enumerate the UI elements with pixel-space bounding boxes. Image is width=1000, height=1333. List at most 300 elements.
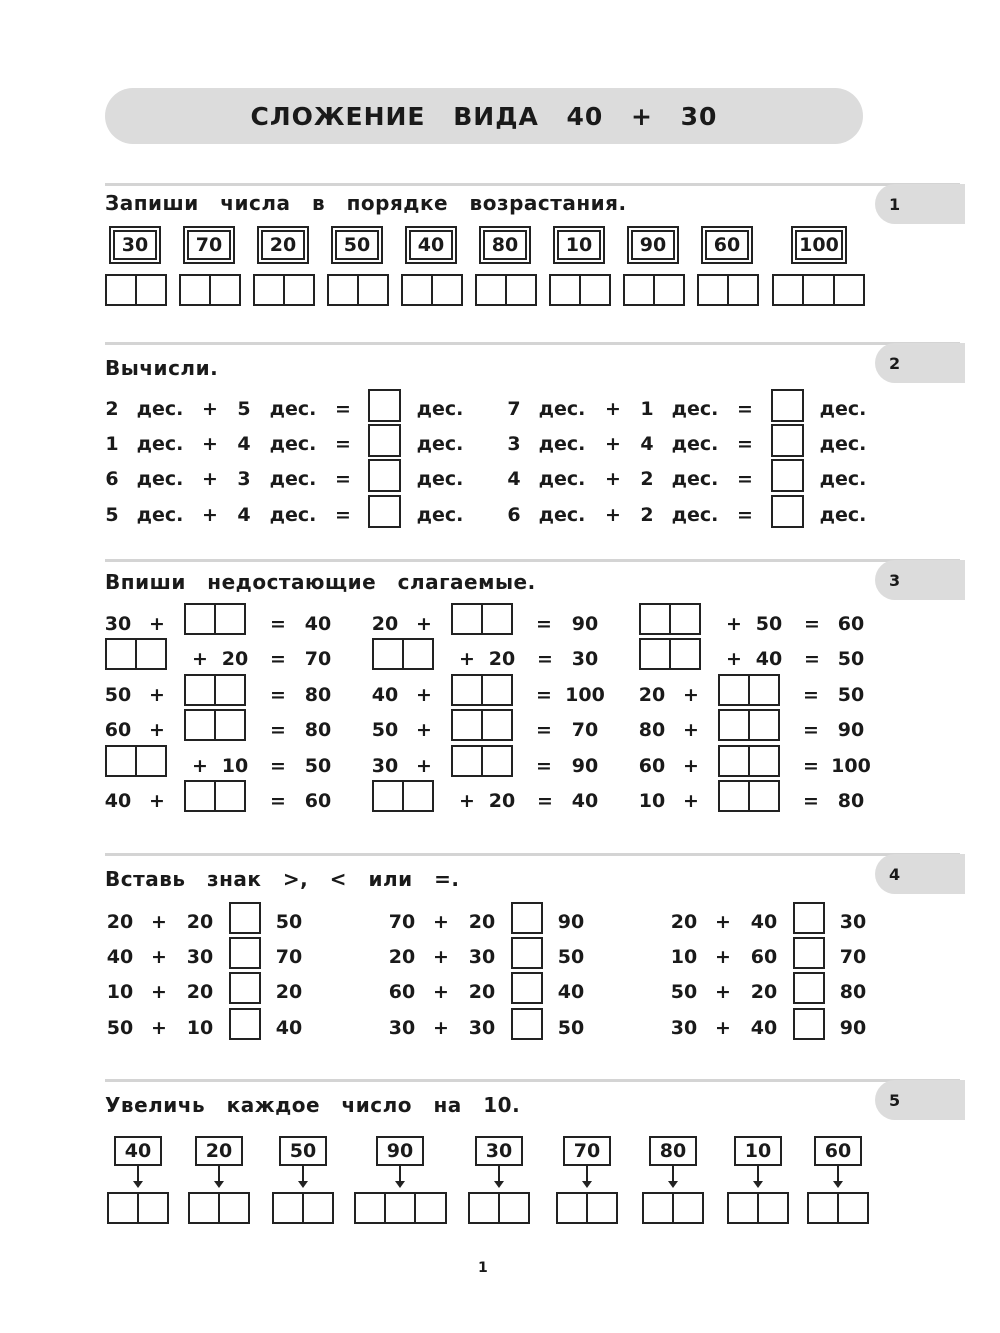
equals-sign: =: [537, 790, 553, 812]
unit-label: дес.: [136, 468, 184, 490]
answer-cell[interactable]: [551, 276, 579, 304]
compare-value: 70: [275, 946, 303, 968]
section-divider: [105, 342, 960, 345]
given-number: 20: [261, 230, 305, 260]
given-number: 70: [563, 1136, 611, 1166]
sum: 80: [837, 790, 865, 812]
equals-sign: =: [335, 433, 351, 455]
answer-box[interactable]: [368, 389, 401, 422]
answer-cell[interactable]: [453, 747, 481, 775]
right-term: 40: [750, 1017, 778, 1039]
plus-sign: +: [605, 468, 621, 490]
compare-value: 50: [557, 1017, 585, 1039]
equals-sign: =: [737, 504, 753, 526]
sum: 50: [304, 755, 332, 777]
right-term: 30: [468, 946, 496, 968]
task-number-badge: 3: [875, 560, 965, 600]
sum: 50: [837, 684, 865, 706]
answer-box[interactable]: [549, 274, 611, 306]
answer-cell[interactable]: [641, 640, 669, 668]
answer-cell[interactable]: [748, 676, 778, 704]
answer-cell[interactable]: [748, 711, 778, 739]
digit-tens: 2: [640, 504, 654, 526]
plus-sign: +: [715, 981, 731, 1003]
answer-cell[interactable]: [402, 782, 432, 810]
down-arrow-icon: [837, 1166, 839, 1182]
answer-cell[interactable]: [403, 276, 431, 304]
equals-sign: =: [737, 433, 753, 455]
compare-value: 20: [275, 981, 303, 1003]
right-term: 10: [186, 1017, 214, 1039]
missing-addend-box[interactable]: [451, 603, 513, 635]
equals-sign: =: [270, 684, 286, 706]
answer-cell[interactable]: [481, 676, 511, 704]
missing-addend-box[interactable]: [639, 603, 701, 635]
addend: 40: [104, 790, 132, 812]
comparison-sign-box[interactable]: [511, 1008, 543, 1040]
given-number: 80: [483, 230, 527, 260]
answer-box[interactable]: [771, 459, 804, 492]
left-term: 50: [670, 981, 698, 1003]
comparison-sign-box[interactable]: [511, 972, 543, 1004]
answer-cell[interactable]: [214, 605, 244, 633]
answer-cell[interactable]: [374, 782, 402, 810]
answer-cell[interactable]: [384, 1194, 414, 1222]
comparison-sign-box[interactable]: [793, 902, 825, 934]
sum: 80: [304, 684, 332, 706]
page-title: СЛОЖЕНИЕ ВИДА 40 + 30: [105, 88, 863, 144]
answer-cell[interactable]: [181, 276, 209, 304]
compare-value: 90: [557, 911, 585, 933]
answer-cell[interactable]: [214, 711, 244, 739]
answer-cell[interactable]: [218, 1194, 248, 1222]
missing-addend-box[interactable]: [451, 709, 513, 741]
comparison-sign-box[interactable]: [793, 1008, 825, 1040]
task1-heading: Запиши числа в порядке возрастания.: [105, 191, 627, 215]
equals-sign: =: [804, 648, 820, 670]
answer-cell[interactable]: [558, 1194, 586, 1222]
answer-cell[interactable]: [209, 276, 239, 304]
equals-sign: =: [270, 790, 286, 812]
plus-sign: +: [683, 790, 699, 812]
right-term: 60: [750, 946, 778, 968]
unit-label: дес.: [538, 468, 586, 490]
unit-label: дес.: [416, 468, 464, 490]
answer-box[interactable]: [107, 1192, 169, 1224]
missing-addend-box[interactable]: [639, 638, 701, 670]
plus-sign: +: [605, 433, 621, 455]
answer-box[interactable]: [105, 274, 167, 306]
page-number: 1: [478, 1260, 488, 1276]
left-term: 10: [106, 981, 134, 1003]
plus-sign: +: [416, 684, 432, 706]
sum: 100: [831, 755, 871, 777]
answer-cell[interactable]: [669, 640, 699, 668]
equals-sign: =: [335, 504, 351, 526]
equals-sign: =: [536, 719, 552, 741]
answer-cell[interactable]: [470, 1194, 498, 1222]
addend: 20: [638, 684, 666, 706]
down-arrow-icon: [137, 1166, 139, 1182]
sum: 100: [565, 684, 605, 706]
task-number-badge: 4: [875, 854, 965, 894]
unit-label: дес.: [819, 433, 867, 455]
plus-sign: +: [149, 613, 165, 635]
answer-cell[interactable]: [672, 1194, 702, 1222]
answer-box[interactable]: [327, 274, 389, 306]
answer-cell[interactable]: [402, 640, 432, 668]
answer-cell[interactable]: [255, 276, 283, 304]
answer-cell[interactable]: [641, 605, 669, 633]
left-term: 30: [388, 1017, 416, 1039]
unit-label: дес.: [269, 433, 317, 455]
answer-cell[interactable]: [186, 711, 214, 739]
digit-tens: 3: [237, 468, 251, 490]
missing-addend-box[interactable]: [184, 709, 246, 741]
sum: 30: [571, 648, 599, 670]
addend: 80: [638, 719, 666, 741]
plus-sign: +: [459, 790, 475, 812]
plus-sign: +: [459, 648, 475, 670]
answer-cell[interactable]: [283, 276, 313, 304]
plus-sign: +: [683, 755, 699, 777]
answer-cell[interactable]: [135, 747, 165, 775]
answer-cell[interactable]: [481, 711, 511, 739]
unit-label: дес.: [671, 468, 719, 490]
addend: 20: [371, 613, 399, 635]
answer-box[interactable]: [368, 495, 401, 528]
given-number: 60: [705, 230, 749, 260]
compare-value: 70: [839, 946, 867, 968]
answer-cell[interactable]: [186, 676, 214, 704]
comparison-sign-box[interactable]: [229, 937, 261, 969]
comparison-sign-box[interactable]: [229, 902, 261, 934]
comparison-sign-box[interactable]: [229, 1008, 261, 1040]
right-term: 30: [186, 946, 214, 968]
digit-tens: 4: [237, 504, 251, 526]
left-term: 10: [670, 946, 698, 968]
equals-sign: =: [270, 755, 286, 777]
answer-cell[interactable]: [214, 782, 244, 810]
unit-label: дес.: [269, 398, 317, 420]
missing-addend-box[interactable]: [105, 638, 167, 670]
equals-sign: =: [804, 613, 820, 635]
missing-addend-box[interactable]: [105, 745, 167, 777]
unit-label: дес.: [269, 468, 317, 490]
given-number: 100: [795, 230, 843, 260]
answer-cell[interactable]: [579, 276, 609, 304]
equals-sign: =: [737, 468, 753, 490]
unit-label: дес.: [819, 504, 867, 526]
answer-box[interactable]: [556, 1192, 618, 1224]
addend: 10: [638, 790, 666, 812]
answer-cell[interactable]: [302, 1194, 332, 1222]
answer-box[interactable]: [642, 1192, 704, 1224]
answer-cell[interactable]: [498, 1194, 528, 1222]
down-arrow-icon: [302, 1166, 304, 1182]
plus-sign: +: [202, 433, 218, 455]
digit-tens: 4: [507, 468, 521, 490]
right-term: 20: [468, 911, 496, 933]
answer-box[interactable]: [368, 424, 401, 457]
answer-cell[interactable]: [477, 276, 505, 304]
answer-cell[interactable]: [431, 276, 461, 304]
equals-sign: =: [270, 613, 286, 635]
answer-box[interactable]: [468, 1192, 530, 1224]
answer-cell[interactable]: [586, 1194, 616, 1222]
plus-sign: +: [202, 504, 218, 526]
answer-box[interactable]: [368, 459, 401, 492]
unit-label: дес.: [416, 433, 464, 455]
down-arrow-icon: [498, 1166, 500, 1182]
equals-sign: =: [803, 790, 819, 812]
plus-sign: +: [726, 648, 742, 670]
answer-box[interactable]: [475, 274, 537, 306]
plus-sign: +: [151, 981, 167, 1003]
answer-cell[interactable]: [329, 276, 357, 304]
answer-cell[interactable]: [625, 276, 653, 304]
plus-sign: +: [605, 504, 621, 526]
plus-sign: +: [726, 613, 742, 635]
down-arrow-icon: [757, 1166, 759, 1182]
answer-cell[interactable]: [644, 1194, 672, 1222]
answer-cell[interactable]: [137, 1194, 167, 1222]
digit-tens: 5: [237, 398, 251, 420]
answer-cell[interactable]: [809, 1194, 837, 1222]
left-term: 60: [388, 981, 416, 1003]
answer-box[interactable]: [807, 1192, 869, 1224]
answer-cell[interactable]: [720, 782, 748, 810]
right-term: 20: [750, 981, 778, 1003]
comparison-sign-box[interactable]: [793, 937, 825, 969]
compare-value: 90: [839, 1017, 867, 1039]
task2-heading: Вычисли.: [105, 356, 219, 380]
unit-label: дес.: [136, 504, 184, 526]
comparison-sign-box[interactable]: [511, 937, 543, 969]
missing-addend-box[interactable]: [372, 638, 434, 670]
answer-cell[interactable]: [107, 747, 135, 775]
missing-addend-box[interactable]: [372, 780, 434, 812]
plus-sign: +: [433, 946, 449, 968]
answer-cell[interactable]: [453, 711, 481, 739]
answer-cell[interactable]: [837, 1194, 867, 1222]
unit-label: дес.: [671, 504, 719, 526]
compare-value: 50: [557, 946, 585, 968]
addend: 40: [371, 684, 399, 706]
equals-sign: =: [270, 719, 286, 741]
answer-cell[interactable]: [109, 1194, 137, 1222]
answer-box[interactable]: [179, 274, 241, 306]
answer-box[interactable]: [772, 274, 865, 306]
addend: 30: [104, 613, 132, 635]
answer-cell[interactable]: [453, 676, 481, 704]
unit-label: дес.: [671, 433, 719, 455]
answer-cell[interactable]: [720, 747, 748, 775]
section-divider: [105, 183, 960, 186]
answer-cell[interactable]: [653, 276, 683, 304]
digit-tens: 1: [105, 433, 119, 455]
answer-box[interactable]: [354, 1192, 447, 1224]
answer-cell[interactable]: [107, 640, 135, 668]
answer-cell[interactable]: [720, 676, 748, 704]
plus-sign: +: [149, 684, 165, 706]
answer-cell[interactable]: [190, 1194, 218, 1222]
given-number: 10: [557, 230, 601, 260]
addend: 50: [104, 684, 132, 706]
equals-sign: =: [803, 684, 819, 706]
answer-cell[interactable]: [135, 276, 165, 304]
given-number: 30: [113, 230, 157, 260]
addend: 20: [488, 790, 516, 812]
given-number: 30: [475, 1136, 523, 1166]
answer-cell[interactable]: [669, 605, 699, 633]
plus-sign: +: [151, 946, 167, 968]
missing-addend-box[interactable]: [184, 674, 246, 706]
missing-addend-box[interactable]: [184, 603, 246, 635]
plus-sign: +: [433, 981, 449, 1003]
missing-addend-box[interactable]: [451, 674, 513, 706]
compare-value: 30: [839, 911, 867, 933]
answer-cell[interactable]: [748, 782, 778, 810]
comparison-sign-box[interactable]: [511, 902, 543, 934]
equals-sign: =: [737, 398, 753, 420]
given-number: 90: [631, 230, 675, 260]
answer-box[interactable]: [623, 274, 685, 306]
plus-sign: +: [192, 648, 208, 670]
answer-cell[interactable]: [186, 782, 214, 810]
given-number: 10: [734, 1136, 782, 1166]
answer-cell[interactable]: [356, 1194, 384, 1222]
addend: 30: [371, 755, 399, 777]
answer-cell[interactable]: [274, 1194, 302, 1222]
missing-addend-box[interactable]: [718, 709, 780, 741]
addend: 50: [755, 613, 783, 635]
answer-cell[interactable]: [135, 640, 165, 668]
unit-label: дес.: [136, 398, 184, 420]
sum: 40: [304, 613, 332, 635]
answer-box[interactable]: [697, 274, 759, 306]
answer-box[interactable]: [188, 1192, 250, 1224]
plus-sign: +: [605, 398, 621, 420]
answer-cell[interactable]: [757, 1194, 787, 1222]
comparison-sign-box[interactable]: [793, 972, 825, 1004]
answer-cell[interactable]: [214, 676, 244, 704]
task5-heading: Увеличь каждое число на 10.: [105, 1093, 521, 1117]
plus-sign: +: [202, 468, 218, 490]
plus-sign: +: [715, 911, 731, 933]
addend: 60: [638, 755, 666, 777]
left-term: 40: [106, 946, 134, 968]
plus-sign: +: [433, 1017, 449, 1039]
sum: 60: [304, 790, 332, 812]
answer-cell[interactable]: [107, 276, 135, 304]
answer-cell[interactable]: [833, 276, 863, 304]
task3-heading: Впиши недостающие слагаемые.: [105, 570, 536, 594]
answer-box[interactable]: [727, 1192, 789, 1224]
plus-sign: +: [149, 719, 165, 741]
missing-addend-box[interactable]: [718, 745, 780, 777]
answer-box[interactable]: [771, 389, 804, 422]
plus-sign: +: [416, 719, 432, 741]
left-term: 50: [106, 1017, 134, 1039]
answer-cell[interactable]: [505, 276, 535, 304]
equals-sign: =: [803, 755, 819, 777]
answer-cell[interactable]: [186, 605, 214, 633]
answer-cell[interactable]: [414, 1194, 444, 1222]
given-number: 60: [814, 1136, 862, 1166]
digit-tens: 6: [105, 468, 119, 490]
right-term: 20: [468, 981, 496, 1003]
unit-label: дес.: [416, 398, 464, 420]
answer-box[interactable]: [401, 274, 463, 306]
equals-sign: =: [536, 755, 552, 777]
sum: 60: [837, 613, 865, 635]
answer-cell[interactable]: [357, 276, 387, 304]
answer-cell[interactable]: [748, 747, 778, 775]
sum: 90: [837, 719, 865, 741]
task-number-badge: 1: [875, 184, 965, 224]
answer-cell[interactable]: [374, 640, 402, 668]
missing-addend-box[interactable]: [184, 780, 246, 812]
answer-box[interactable]: [272, 1192, 334, 1224]
digit-tens: 7: [507, 398, 521, 420]
answer-cell[interactable]: [727, 276, 757, 304]
answer-cell[interactable]: [481, 747, 511, 775]
given-number: 50: [279, 1136, 327, 1166]
plus-sign: +: [416, 755, 432, 777]
plus-sign: +: [715, 946, 731, 968]
given-number: 40: [114, 1136, 162, 1166]
answer-cell[interactable]: [802, 276, 832, 304]
sum: 70: [571, 719, 599, 741]
task-number-badge: 2: [875, 343, 965, 383]
answer-cell[interactable]: [774, 276, 802, 304]
missing-addend-box[interactable]: [451, 745, 513, 777]
given-number: 70: [187, 230, 231, 260]
compare-value: 40: [557, 981, 585, 1003]
right-term: 30: [468, 1017, 496, 1039]
section-divider: [105, 559, 960, 562]
digit-tens: 2: [105, 398, 119, 420]
left-term: 20: [670, 911, 698, 933]
equals-sign: =: [537, 648, 553, 670]
missing-addend-box[interactable]: [718, 674, 780, 706]
addend: 40: [755, 648, 783, 670]
answer-cell[interactable]: [729, 1194, 757, 1222]
plus-sign: +: [192, 755, 208, 777]
compare-value: 80: [839, 981, 867, 1003]
answer-cell[interactable]: [481, 605, 511, 633]
given-number: 50: [335, 230, 379, 260]
missing-addend-box[interactable]: [718, 780, 780, 812]
unit-label: дес.: [416, 504, 464, 526]
answer-cell[interactable]: [453, 605, 481, 633]
comparison-sign-box[interactable]: [229, 972, 261, 1004]
left-term: 20: [106, 911, 134, 933]
given-number: 20: [195, 1136, 243, 1166]
answer-box[interactable]: [771, 495, 804, 528]
answer-box[interactable]: [771, 424, 804, 457]
addend: 20: [221, 648, 249, 670]
answer-box[interactable]: [253, 274, 315, 306]
section-divider: [105, 1079, 960, 1082]
unit-label: дес.: [671, 398, 719, 420]
answer-cell[interactable]: [699, 276, 727, 304]
plus-sign: +: [715, 1017, 731, 1039]
task-number-badge: 5: [875, 1080, 965, 1120]
right-term: 40: [750, 911, 778, 933]
answer-cell[interactable]: [720, 711, 748, 739]
